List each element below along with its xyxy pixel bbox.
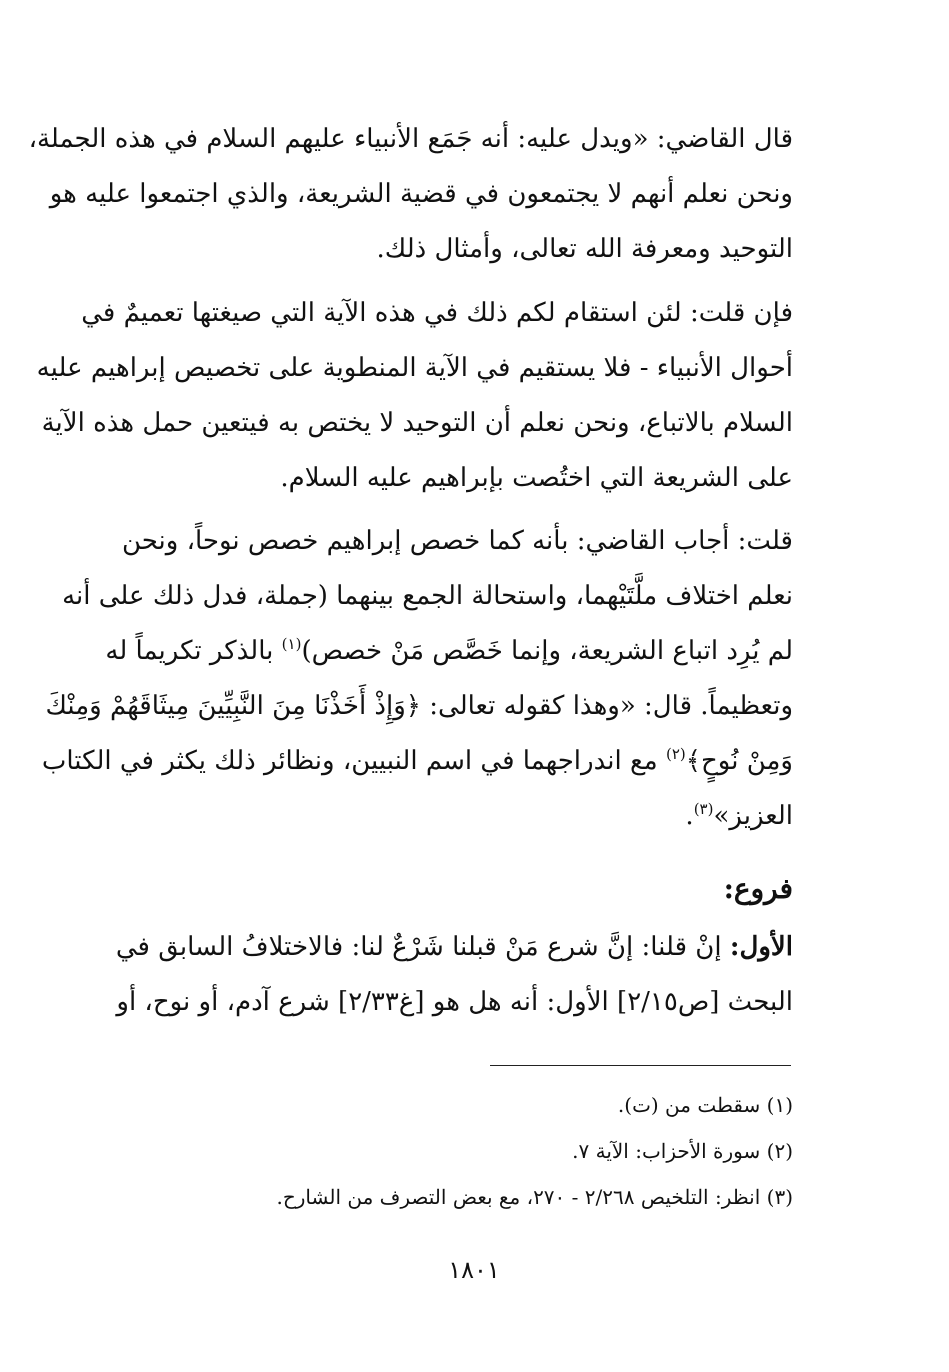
text-line: التوحيد ومعرفة الله تعالى، وأمثال ذلك. <box>376 234 793 264</box>
paragraph-2 <box>36 286 793 506</box>
footnote-1: (١) سقطت من (ت). <box>617 1093 793 1117</box>
text-line <box>108 920 793 975</box>
footnotes <box>108 1082 793 1220</box>
footnote-ref-2[interactable]: (٢) <box>665 745 686 763</box>
text-line: فإن قلت: لئن استقام لكم ذلك في هذه الآية التي صيغتها تعميمٌ في <box>81 298 793 328</box>
text-line: البحث [ص٢/١٥] الأول: أنه هل هو [غ٢/٣٣] شرع آدم، أو نوح، أو <box>116 987 793 1017</box>
footnote-2: (٢) سورة الأحزاب: الآية ٧. <box>572 1139 793 1163</box>
quran-quote: وَمِنْ نُوحٍ﴾ <box>685 746 793 776</box>
footnote-ref-3[interactable]: (٣) <box>693 800 714 818</box>
paragraph-1 <box>28 112 793 277</box>
line-text: مع اندراجهما في اسم النبيين، ونظائر ذلك يكثر في الكتاب <box>41 746 666 776</box>
line-text: إنْ قلنا: إنَّ شرع مَنْ قبلنا شَرْعٌ لنا: فالاختلافُ السابق في <box>115 932 730 962</box>
text-line: قال القاضي: «ويدل عليه: أنه جَمَع الأنبياء عليهم السلام في هذه الجملة، <box>28 124 793 154</box>
text-line: قلت: أجاب القاضي: بأنه كما خصص إبراهيم خصص نوحاً، ونحن <box>121 526 793 556</box>
text-line: نعلم اختلاف ملَّتَيْهما، واستحالة الجمع بينهما (جملة، فدل ذلك على أنه <box>62 581 793 611</box>
page-number: ١٨٠١ <box>448 1256 500 1284</box>
footnote-ref-1[interactable]: (١) <box>281 635 302 653</box>
line-text: . <box>685 801 694 831</box>
section-heading: فروع: <box>723 872 793 905</box>
footnote-divider <box>490 1065 791 1066</box>
text-line: السلام بالاتباع، ونحن نعلم أن التوحيد لا يختص به فيتعين حمل هذه الآية <box>41 408 793 438</box>
paragraph-3 <box>41 514 793 844</box>
text-line: ونحن نعلم أنهم لا يجتمعون في قضية الشريعة، والذي اجتمعوا عليه هو <box>49 179 793 209</box>
footnote-3: (٣) انظر: التلخيص ٢/٢٦٨ - ٢٧٠، مع بعض التصرف من الشارح. <box>276 1185 793 1209</box>
section-lead: الأول: <box>729 932 793 962</box>
text-line <box>41 734 793 789</box>
text-line: وتعظيماً. قال: «وهذا كقوله تعالى: ﴿وَإِذْ أَخَذْنَا مِنَ النَّبِيِّينَ مِيثَاقَهُمْ وَمِنْكَ <box>45 691 793 721</box>
text-line: على الشريعة التي اختُصت بإبراهيم عليه السلام. <box>280 463 793 493</box>
text-line <box>105 624 793 679</box>
paragraph-4 <box>108 920 793 1030</box>
text-line <box>108 789 793 844</box>
text-line: أحوال الأنبياء - فلا يستقيم في الآية المنطوية على تخصيص إبراهيم عليه <box>36 353 793 383</box>
line-text: العزيز» <box>713 801 793 831</box>
line-text: لم يُرِد اتباع الشريعة، وإنما خَصَّص مَنْ خصص) <box>301 636 793 666</box>
line-text: بالذكر تكريماً له <box>105 636 282 666</box>
